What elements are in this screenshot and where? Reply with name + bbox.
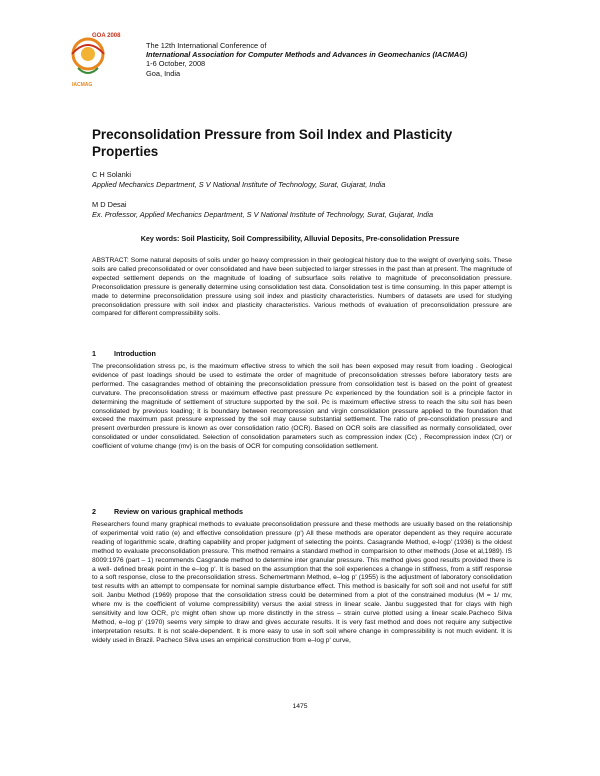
svg-text:GOA 2008: GOA 2008 (92, 33, 121, 39)
section-heading-review (92, 507, 243, 516)
conference-line-1: The 12th International Conference of (146, 41, 267, 50)
conference-location: Goa, India (146, 68, 181, 78)
section-title: Review on various graphical methods (114, 507, 244, 516)
page-number: 1475 (292, 703, 308, 710)
conference-dates: 1-6 October, 2008 (146, 59, 206, 69)
author-name: M D Desai (92, 200, 127, 209)
conference-header (146, 41, 467, 78)
keywords: Key words: Soil Plasticity, Soil Compressibility, Alluvial Deposits, Pre-consolidation Pressure (140, 234, 460, 243)
abstract: ABSTRACT: Some natural deposits of soils under go heavy compression in their geological history due to the weight of overlying soils. These soils are called preconsolidated or over consolidated and have been subjected to larger stresses in the past than at present. The magnitude of expected settlement depends on the magnitude of loading of subsurface soils relative to magnitude of preconsolidation pressure. Preconsolidation pressure is generally determine using consolidation test data. Consolidation test is time consuming. In this paper attempt is made to determine preconsolidation pressure using soil index and plasticity characteristics. Numbers of datasets are used for studying preconsolidation pressure with soil index and plasticity characteristics. Various methods of evaluation of preconsolidation pressure are compared for different compressibility soils. (92, 257, 512, 318)
section-title: Introduction (114, 349, 156, 358)
introduction-text: The preconsolidation stress pc, is the maximum effective stress to which the soil has been exposed may result from loading . Geological evidence of past loadings should be used to estimate the order of magnitude of preconsolidation stresses before laboratory tests are performed. The casagrandes method of obtaining the preconsolidation pressure from consolidation test is based on the point of greatest curvature. The preconsolidation stress or maximum effective past pressure Pc experienced by the foundation soil is a principle factor in determining the magnitude of settlement of structure supported by the soil. Pc is maximum effective stress to reach the situ soil has been consolidated by previous loading; it is boundary between recompression and virgin consolidation pressure applied to the foundation that exceed the maximum past pressure expressed by the soil may cause substantial settlement. The ratio of pre-consolidation pressure and present overburden pressure is known as over consolidation ratio (OCR). Based on OCR soils are classified as normally consolidated, over consolidated or under consolidated. Selection of consolidation parameters such as compression index (Cc) , Recompression index (Cr) or coefficient of volume change (mv) is on the basis of OCR for computing consolidation settlement. (92, 363, 512, 451)
section-heading-introduction (92, 349, 156, 358)
section-number: 2 (92, 507, 96, 516)
conference-name: International Association for Computer Methods and Advances in Geomechanics (IACMAG) (146, 50, 468, 60)
section-number: 1 (92, 349, 96, 358)
author-affiliation: Applied Mechanics Department, S V National Institute of Technology, Surat, Gujarat, India (92, 179, 386, 189)
author-name: C H Solanki (92, 170, 132, 179)
review-text: Researchers found many graphical methods to evaluate preconsolidation pressure and these methods are usually based on the relationship of experimental void ratio (e) and effective consolidation pressure (p') All these methods are operator dependent as they require accurate reading of logarithmic scale, drafting capability and proper judgment of selecting the points. Casagrande Method, e-logp' (1936) is the oldest method to evaluate preconsolidation pressure. This method remains a standard method in comparision to other methods (Jose et al,1989). IS 8009:1976 (part – 1) recommends Casgrande method to determine inter granular pressure. This method gives good results provided there is a well- defined break point in the e–log p'. It is based on the assumption that the soil experiences a change in stiffness, from a stiff response to a soft response, close to the preconsolidation stress. Schemertmann Method, e–log p' (1955) is the adjustment of laboratory consolidation test results with an attempt to compensate for nominal sample disturbance effect. This method is basically for soft soil and not useful for stiff soil. Janbu Method (1969) propose that the consolidation stress could be determined from a plot of the constrained modulus (M = 1/ mv, where mv is the coefficient of volume compressibility) versus the axial stress in linear scale. Janbu suggested that for clays with high sensitivity and low OCR, p'c might often show up more distinctly in the stress – strain curve plotted using a linear scale.Pacheco Silva Method, e–log p' (1970) seems very simple to draw and gives accurate results. It is very fast method and does not require any subjective interpretation results. It is not scale-dependent. It is more easy to use in soft soil where change in compressibility is not much evident. It is widely used in Brazil. Pacheco Silva uses an empirical construction from e–log p' curve, (92, 521, 512, 644)
svg-text:IACMAG: IACMAG (72, 82, 93, 88)
author-block-1 (92, 170, 385, 189)
paper-title: Preconsolidation Pressure from Soil Index and Plasticity Properties (92, 127, 453, 159)
author-affiliation: Ex. Professor, Applied Mechanics Department, S V National Institute of Technology, Surat, Gujarat, India (92, 209, 434, 219)
author-block-2 (92, 200, 433, 219)
conference-logo (62, 28, 130, 90)
goa-logo-icon (62, 28, 130, 90)
